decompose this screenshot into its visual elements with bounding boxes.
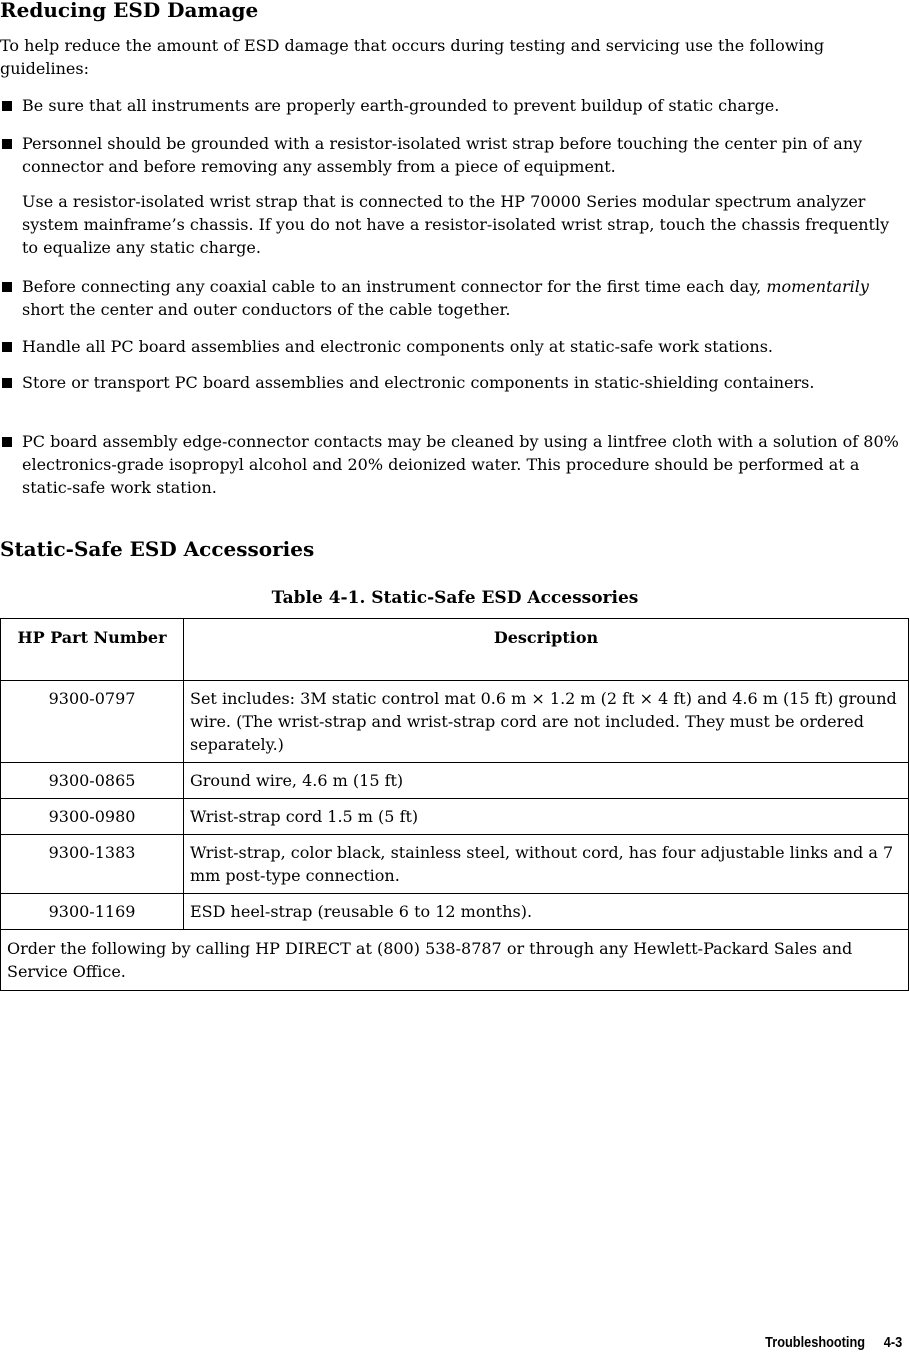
bullet-icon	[2, 437, 12, 447]
list-item	[0, 275, 905, 321]
table-footer-note: Order the following by calling HP DIRECT at (800) 538-8787 or through any Hewlett-Packard Sales and Service Office.	[1, 930, 909, 991]
list-item	[0, 371, 905, 394]
list-item-text: PC board assembly edge-connector contacts may be cleaned by using a lintfree cloth with a solution of 80% electronics-grade isopropyl alcohol and 20% deionized water. This procedure should be performed at a static-safe work station.	[22, 432, 899, 497]
part-number: 9300-1169	[1, 894, 184, 930]
list-item-text: short the center and outer conductors of the cable together.	[22, 300, 511, 319]
list-item-text: Store or transport PC board assemblies and electronic components in static-shielding containers.	[22, 373, 815, 392]
list-item	[0, 430, 905, 499]
list-item	[0, 94, 905, 117]
section-heading: Reducing ESD Damage	[0, 0, 259, 22]
table-row	[1, 799, 909, 835]
list-item-text: Personnel should be grounded with a resistor-isolated wrist strap before touching the center pin of any connector and before removing any assembly from a piece of equipment.	[22, 134, 863, 176]
list-item	[0, 132, 905, 178]
part-number: 9300-0797	[1, 681, 184, 763]
emphasis-text: momentarily	[766, 277, 869, 296]
part-number: 9300-1383	[1, 835, 184, 894]
description: ESD heel-strap (reusable 6 to 12 months).	[184, 894, 909, 930]
list-item	[0, 335, 905, 358]
accessories-table	[0, 618, 909, 991]
list-item-text: Before connecting any coaxial cable to an instrument connector for the first time each day,	[22, 277, 762, 296]
description: Wrist-strap cord 1.5 m (5 ft)	[184, 799, 909, 835]
list-item-text: Be sure that all instruments are properly earth-grounded to prevent buildup of static charge.	[22, 96, 780, 115]
bullet-icon	[2, 282, 12, 292]
bullet-icon	[2, 378, 12, 388]
bullet-icon	[2, 342, 12, 352]
page-footer	[746, 1334, 902, 1351]
table-row	[1, 681, 909, 763]
table-caption: Table 4-1. Static-Safe ESD Accessories	[271, 588, 639, 608]
section-heading: Static-Safe ESD Accessories	[0, 537, 315, 561]
bullet-icon	[2, 139, 12, 149]
column-header-description: Description	[184, 619, 909, 681]
list-item-text: Handle all PC board assemblies and electronic components only at static-safe work stations.	[22, 337, 773, 356]
description: Set includes: 3M static control mat 0.6 m × 1.2 m (2 ft × 4 ft) and 4.6 m (15 ft) ground wire. (The wrist-strap and wrist-strap cord are not included. They must be ordered separately.)	[184, 681, 909, 763]
description: Ground wire, 4.6 m (15 ft)	[184, 763, 909, 799]
intro-paragraph: To help reduce the amount of ESD damage that occurs during testing and servicing use the following guidelines:	[0, 36, 825, 78]
description: Wrist-strap, color black, stainless steel, without cord, has four adjustable links and a 7 mm post-type connection.	[184, 835, 909, 894]
part-number: 9300-0980	[1, 799, 184, 835]
page-number: 4-3	[883, 1334, 902, 1351]
part-number: 9300-0865	[1, 763, 184, 799]
list-item-note: Use a resistor-isolated wrist strap that is connected to the HP 70000 Series modular spectrum analyzer system mainframe’s chassis. If you do not have a resistor-isolated wrist strap, touch the chassis frequently to equalize any static charge.	[22, 192, 890, 257]
column-header-part-number: HP Part Number	[1, 619, 184, 681]
table-row	[1, 763, 909, 799]
footer-section: Troubleshooting	[764, 1334, 865, 1351]
table-header-row	[1, 619, 909, 681]
table-footer-row	[1, 930, 909, 991]
bullet-icon	[2, 101, 12, 111]
table-row	[1, 835, 909, 894]
table-row	[1, 894, 909, 930]
